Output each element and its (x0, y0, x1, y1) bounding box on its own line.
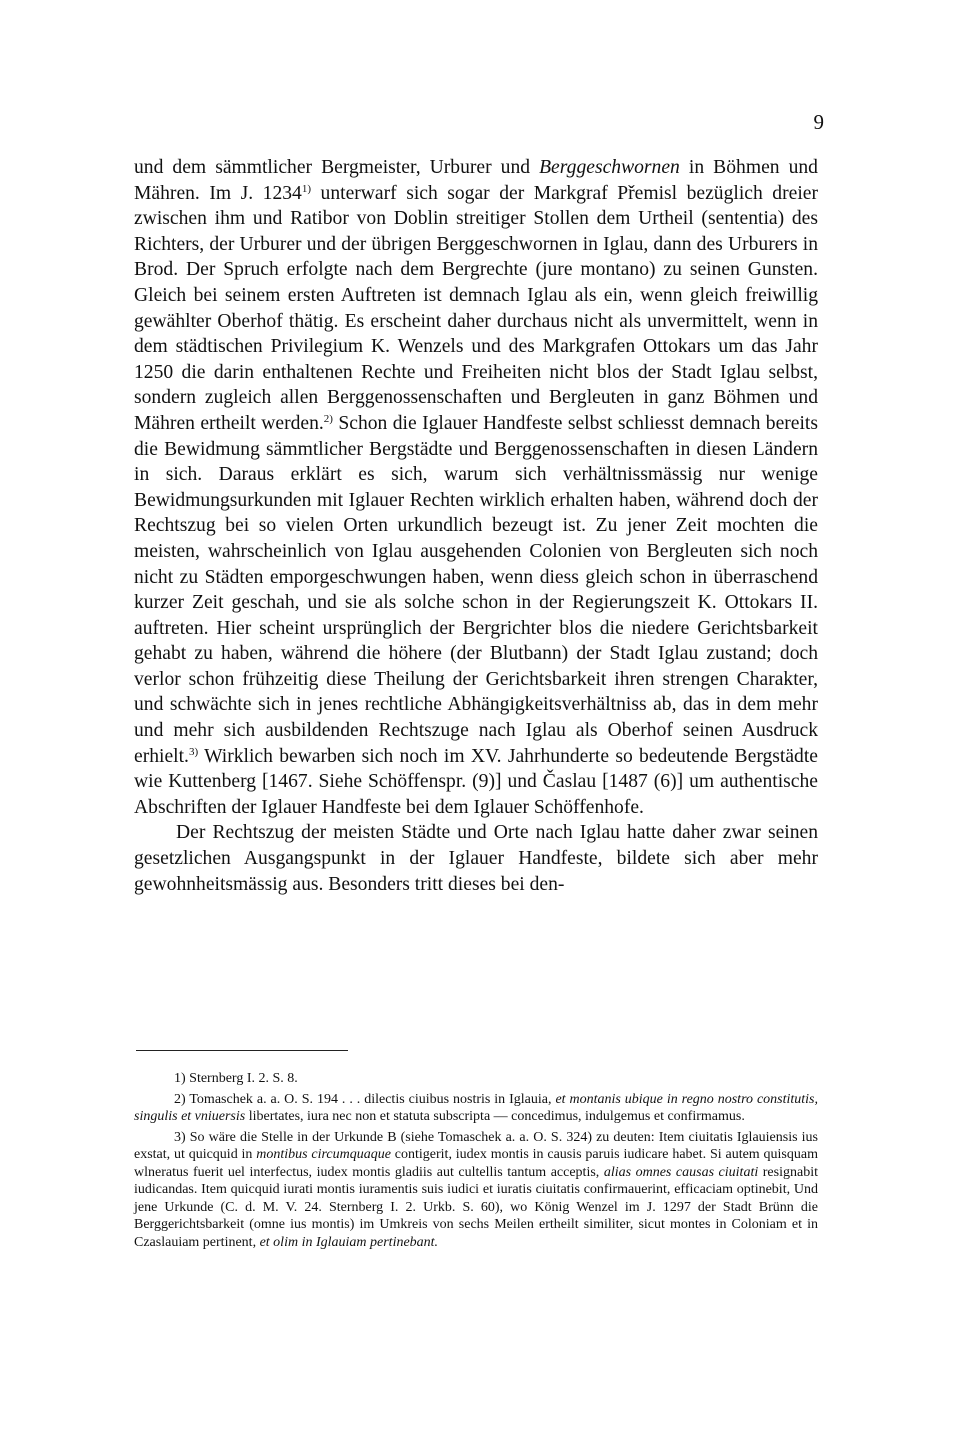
footnote-ref-3[interactable]: 3) (188, 745, 199, 758)
footnote-3-italic-2: alias omnes causas ciuitati (603, 1164, 759, 1180)
footnote-3-text-c: resignabit iudicandas. Item quicquid iurati montis iuramentis suis iudici et iuratis ciuitatis confirmauerint, efficaciam optinebit, Und jene Urkunde (C. d. M. V. 24. Sternberg I. 2. Urkb. S. 60), wo König Wenzel im J. 1297 der Stadt Brünn die Berggerichtsbarkeit (omne ius montis) im Umkreis von sechs Meilen ertheilt similiter, sicut montes in Coloniam et in Czaslauiam pertinent, (134, 1164, 818, 1250)
paragraph-1-text-d: Schon die Iglauer Handfeste selbst schliesst demnach bereits die Bewidmung sämmtlicher Bergstädte und Berggenossenschaften in diesen Ländern in sich. Daraus erklärt es sich, warum sich verhältnissmässig nur wenige Bewidmungsurkunden mit Iglauer Rechten wirklich erhalten haben, während doch der Rechtszug bei so vielen Orten urkundlich bezeugt ist. Zu jener Zeit mochten die meisten, wahrscheinlich von Iglau ausgehenden Colonien von Bergleuten sich noch nicht zu Städten emporgeschwungen haben, wenn diess gleich schon in überraschend kurzer Zeit geschah, und sie als solche schon in der Regierungszeit K. Ottokars II. auftreten. Hier scheint ursprünglich der Bergrichter blos die niedere Gerichtsbarkeit gehabt zu haben, während die höhere (der Blutbann) der Stadt Iglau zustand; doch verlor schon frühzeitig diese Theilung der Gerichtsbarkeit ihren strengen Charakter, und schwächte sich in jenes rechtliche Abhängigkeitsverhältniss ab, das in dem mehr und mehr sich ausbildenden Rechtszuge nach Iglau als Oberhof seinen Ausdruck erhielt. (134, 412, 819, 767)
paragraph-1-text-c: unterwarf sich sogar der Markgraf Přemisl bezüglich dreier zwischen ihm und Ratibor von Doblin streitiger Stollen dem Urtheil (sententia) des Richters, der Urburer und der übrigen Berggeschwornen in Iglau, dann des Urburers in Brod. Der Spruch erfolgte nach dem Bergrechte (jure montano) zu seinen Gunsten. Gleich bei seinem ersten Auftreten ist demnach Iglau als ein, wenn gleich freiwillig gewählter Oberhof thätig. Es erscheint daher durchaus nicht als unvermittelt, wenn in dem städtischen Privilegium K. Wenzels und des Markgrafen Ottokars um das Jahr 1250 die darin enthaltenen Rechte und Freiheiten nicht blos der Stadt Iglau selbst, sondern zugleich allen Berggenossenschaften und Bergleuten in ganz Böhmen und Mähren ertheilt werden. (134, 182, 818, 434)
footnote-3-italic-1: montibus circumquaque (256, 1147, 391, 1162)
body-text (134, 155, 818, 897)
paragraph-1 (134, 155, 818, 820)
paragraph-1-text-b: in Böhmen und Mähren. Im J. 1234 (134, 157, 818, 204)
footnote-2-text-a: 2) Tomaschek a. a. O. S. 194 . . . dilectis ciuibus nostris in Iglauia, (174, 1091, 556, 1107)
footnote-3-italic-3: et olim in Iglauiam pertinebant. (259, 1234, 439, 1250)
footnotes (134, 1070, 818, 1254)
paragraph-2: Der Rechtszug der meisten Städte und Orte nach Iglau hatte daher zwar seinen gesetzlichen Ausgangspunkt in der Iglauer Handfeste, bildete sich aber mehr gewohnheitsmässig aus. Besonders tritt dieses bei den- (134, 822, 818, 895)
footnote-2 (134, 1091, 818, 1126)
footnote-1: 1) Sternberg I. 2. S. 8. (174, 1071, 298, 1086)
footnote-2-italic: et montanis ubique in regno nostro constitutis, singulis et vniuersis (134, 1091, 819, 1124)
footnote-3 (134, 1129, 818, 1252)
footnote-ref-1[interactable]: 1) (301, 182, 312, 195)
footnote-divider (136, 1050, 348, 1051)
paragraph-1-text-e: Wirklich bewarben sich noch im XV. Jahrhunderte so bedeutende Bergstädte wie Kuttenberg [1467. Siehe Schöffenspr. (9)] und Časlau [1487 (6)] um authentische Abschriften der Iglauer Handfeste bei dem Iglauer Schöffenhofe. (134, 745, 818, 818)
paragraph-1-text-a: und dem sämmtlicher Bergmeister, Urburer und (134, 157, 540, 178)
paragraph-1-italic: Berggeschwornen (539, 157, 680, 178)
footnote-2-text-b: libertates, iura nec non et statuta subscripta — concedimus, indulgemus et confirmamus. (245, 1109, 745, 1124)
page-number: 9 (813, 110, 824, 134)
footnote-3-text-a: 3) So wäre die Stelle in der Urkunde B (siehe Tomaschek a. a. O. S. 324) zu deuten: Item ciuitatis Iglauiensis ius exstat, ut quicquid in (134, 1129, 818, 1162)
footnote-ref-2[interactable]: 2) (323, 412, 333, 425)
footnote-3-text-b: contigerit, iudex montis in causis paruis iudicare habet. Si autem quisquam wlneratus fuerit uel interfectus, iudex montis gladiis aut cultellis tantum acceptis, (134, 1147, 818, 1180)
